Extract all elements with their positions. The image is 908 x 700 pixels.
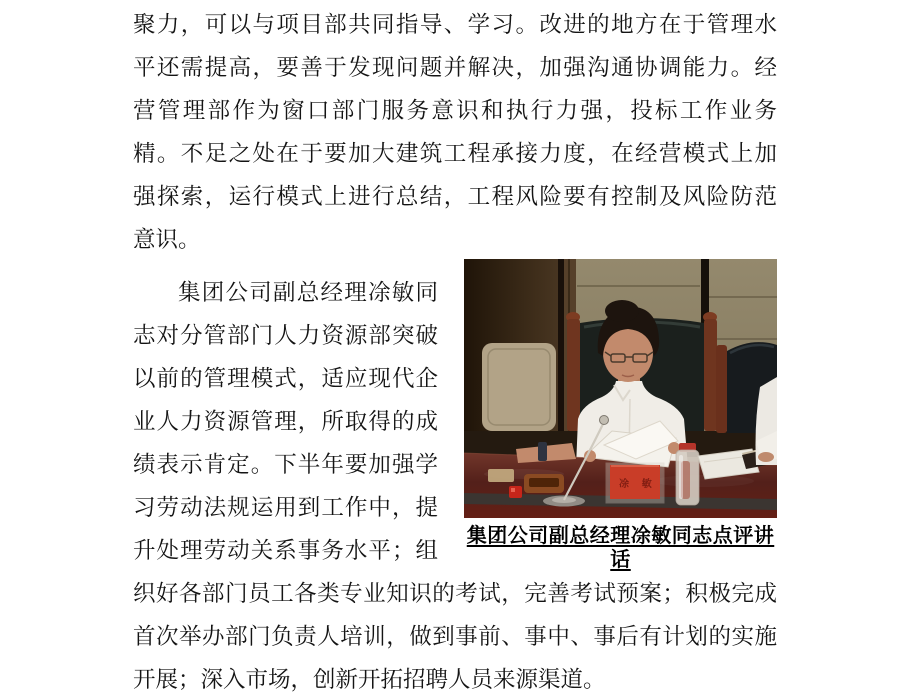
text-line: 志对分管部门人力资源部突破 — [133, 323, 438, 348]
text-line: 升处理劳动关系事务水平；组 — [133, 538, 438, 563]
paragraph-1 — [133, 3, 777, 261]
text-line: 业人力资源管理，所取得的成 — [133, 409, 438, 434]
beige-chair — [482, 343, 556, 431]
text-line: 平还需提高，要善于发现问题并解决，加强沟通协调能力。经 — [133, 55, 777, 80]
text-line: 集团公司副总经理凃敏同 — [178, 280, 438, 305]
conference-photo — [464, 259, 777, 518]
water-bottle — [676, 443, 699, 505]
text-line: 首次举办部门负责人培训，做到事前、事中、事后有计划的实施 — [133, 624, 777, 649]
photo-figure — [464, 259, 777, 572]
text-line: 习劳动法规运用到工作中，提 — [133, 495, 438, 520]
text-line: 开展；深入市场，创新开拓招聘人员来源渠道。 — [133, 667, 606, 692]
text-line: 精。不足之处在于要加大建筑工程承接力度，在经营模式上加 — [133, 141, 777, 166]
photo-caption: 集团公司副总经理凃敏同志点评讲话 — [466, 525, 775, 571]
nameplate-text: 凃 敏 — [619, 479, 657, 490]
text-line: 意识。 — [133, 227, 201, 252]
text-line: 营管理部作为窗口部门服务意识和执行力强，投标工作业务 — [133, 98, 777, 123]
nameplate — [606, 463, 664, 503]
text-line: 以前的管理模式，适应现代企 — [133, 366, 438, 391]
text-line: 聚力，可以与项目部共同指导、学习。改进的地方在于管理水 — [133, 12, 777, 37]
text-line: 强探索，运行模式上进行总结，工程风险要有控制及风险防范 — [133, 184, 777, 209]
paragraph-2-block — [133, 271, 777, 700]
text-line: 织好各部门员工各类专业知识的考试，完善考试预案；积极完成 — [133, 581, 777, 606]
text-line: 绩表示肯定。下半年要加强学 — [133, 452, 438, 477]
